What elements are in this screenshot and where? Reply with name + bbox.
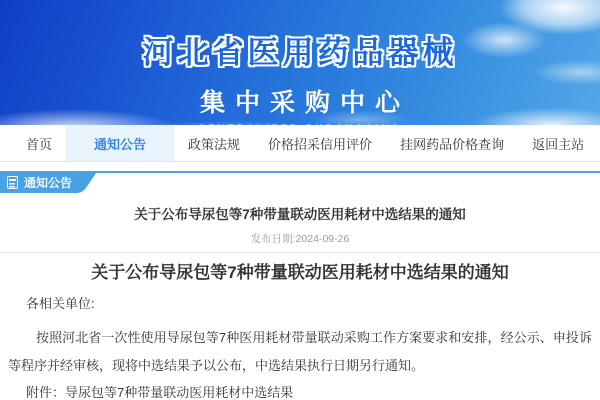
attachment-link[interactable]: 附件：导尿包等7种带量联动医用耗材中选结果 (26, 385, 294, 400)
nav-item-return-main-site[interactable]: 返回主站 (532, 136, 585, 152)
nav-item-home[interactable]: 首页 (26, 136, 53, 152)
nav-item-drug-price-query[interactable]: 挂网药品价格查询 (400, 136, 505, 152)
breadcrumb-label: 通知公告 (24, 175, 73, 190)
site-title: 河北省医用药品器械 (142, 35, 458, 70)
title-divider (0, 252, 600, 253)
salutation: 各相关单位: (26, 296, 95, 311)
article-paragraph: 按照河北省一次性使用导尿包等7种医用耗材带量联动采购工作方案要求和安排，经公示、申投诉等程序并经审核，现将中选结果予以公布，中选结果执行日期另行通知。 (8, 330, 592, 373)
article (0, 193, 600, 400)
breadcrumb (0, 171, 600, 193)
nav-item-policies[interactable]: 政策法规 (188, 136, 241, 152)
article-list-title: 关于公布导尿包等7种带量联动医用耗材中选结果的通知 (134, 207, 466, 222)
article-content-title: 关于公布导尿包等7种带量联动医用耗材中选结果的通知 (91, 263, 509, 282)
nav-item-price-credit-evaluation[interactable]: 价格招采信用评价 (268, 136, 373, 152)
document-icon (7, 176, 18, 189)
header-banner (0, 0, 600, 133)
site-subtitle: 集中采购中心 (199, 89, 410, 117)
nav-item-notices[interactable]: 通知公告 (66, 125, 174, 161)
publish-date: 发布日期:2024-09-26 (250, 233, 350, 245)
site-subtitle-en: CENTRALIZED PURCHASING (198, 123, 402, 133)
breadcrumb-tab[interactable] (0, 171, 72, 193)
